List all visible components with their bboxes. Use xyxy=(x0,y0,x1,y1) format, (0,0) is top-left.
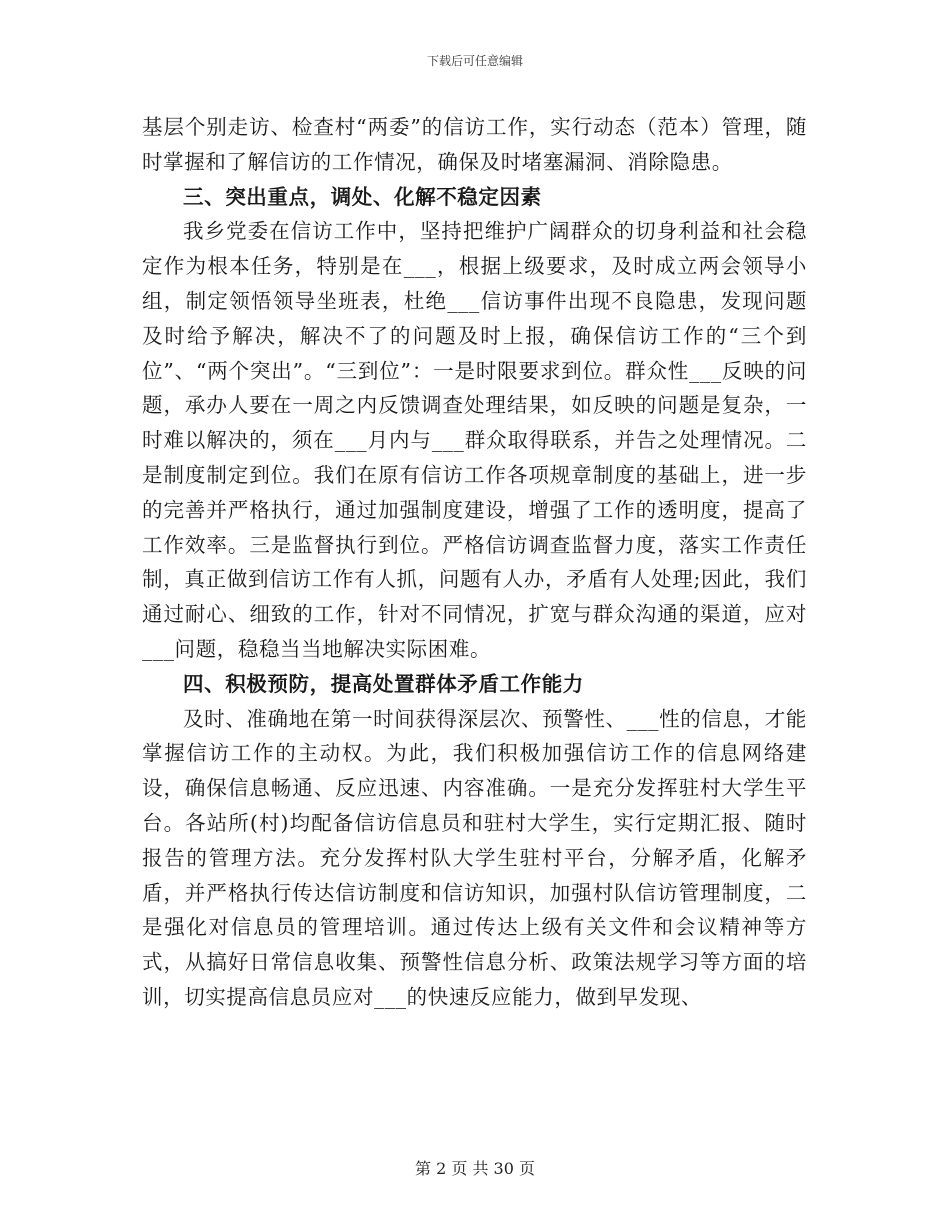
page-header: 下载后可任意编辑 xyxy=(426,54,523,68)
paragraph-3: 及时、准确地在第一时间获得深层次、预警性、___性的信息，才能掌握信访工作的主动权。为此，我们积极加强信访工作的信息网络建设，确保信息畅通、反应迅速、内容准确。一是充分发挥驻村大学生平台。各站所(村)均配备信访信息员和驻村大学生，实行定期汇报、随时报告的管理方法。充分发挥村队大学生驻村平台，分解矛盾，化解矛盾，并严格执行传达信访制度和信访知识，加强村队信访管理制度，二是强化对信息员的管理培训。通过传达上级有关文件和会议精神等方式，从搞好日常信息收集、预警性信息分析、政策法规学习等方面的培训，切实提高信息员应对___的快速反应能力，做到早发现、 xyxy=(142,706,807,1009)
section-heading-3: 三、突出重点，调处、化解不稳定因素 xyxy=(183,184,542,209)
document-body xyxy=(142,110,807,1015)
page-footer: 第 2 页 共 30 页 xyxy=(415,1159,535,1178)
paragraph-1: 基层个别走访、检查村“两委”的信访工作，实行动态（范本）管理，随时掌握和了解信访的工作情况，确保及时堵塞漏洞、消除隐患。 xyxy=(142,115,807,174)
paragraph-2: 我乡党委在信访工作中，坚持把维护广阔群众的切身利益和社会稳定作为根本任务，特别是在___，根据上级要求，及时成立两会领导小组，制定领悟领导坐班表，杜绝___信访事件出现不良隐患，发现问题及时给予解决，解决不了的问题及时上报，确保信访工作的“三个到位”、“两个突出”。“三到位”：一是时限要求到位。群众性___反映的问题，承办人要在一周之内反馈调查处理结果，如反映的问题是复杂，一时难以解决的，须在___月内与___群众取得联系，并告之处理情况。二是制度制定到位。我们在原有信访工作各项规章制度的基础上，进一步的完善并严格执行，通过加强制度建设，增强了工作的透明度，提高了工作效率。三是监督执行到位。严格信访调查监督力度，落实工作责任制，真正做到信访工作有人抓，问题有人办，矛盾有人处理;因此，我们通过耐心、细致的工作，针对不同情况，扩宽与群众沟通的渠道，应对___问题，稳稳当当地解决实际困难。 xyxy=(142,219,807,661)
section-heading-4: 四、积极预防，提高处置群体矛盾工作能力 xyxy=(183,671,584,696)
